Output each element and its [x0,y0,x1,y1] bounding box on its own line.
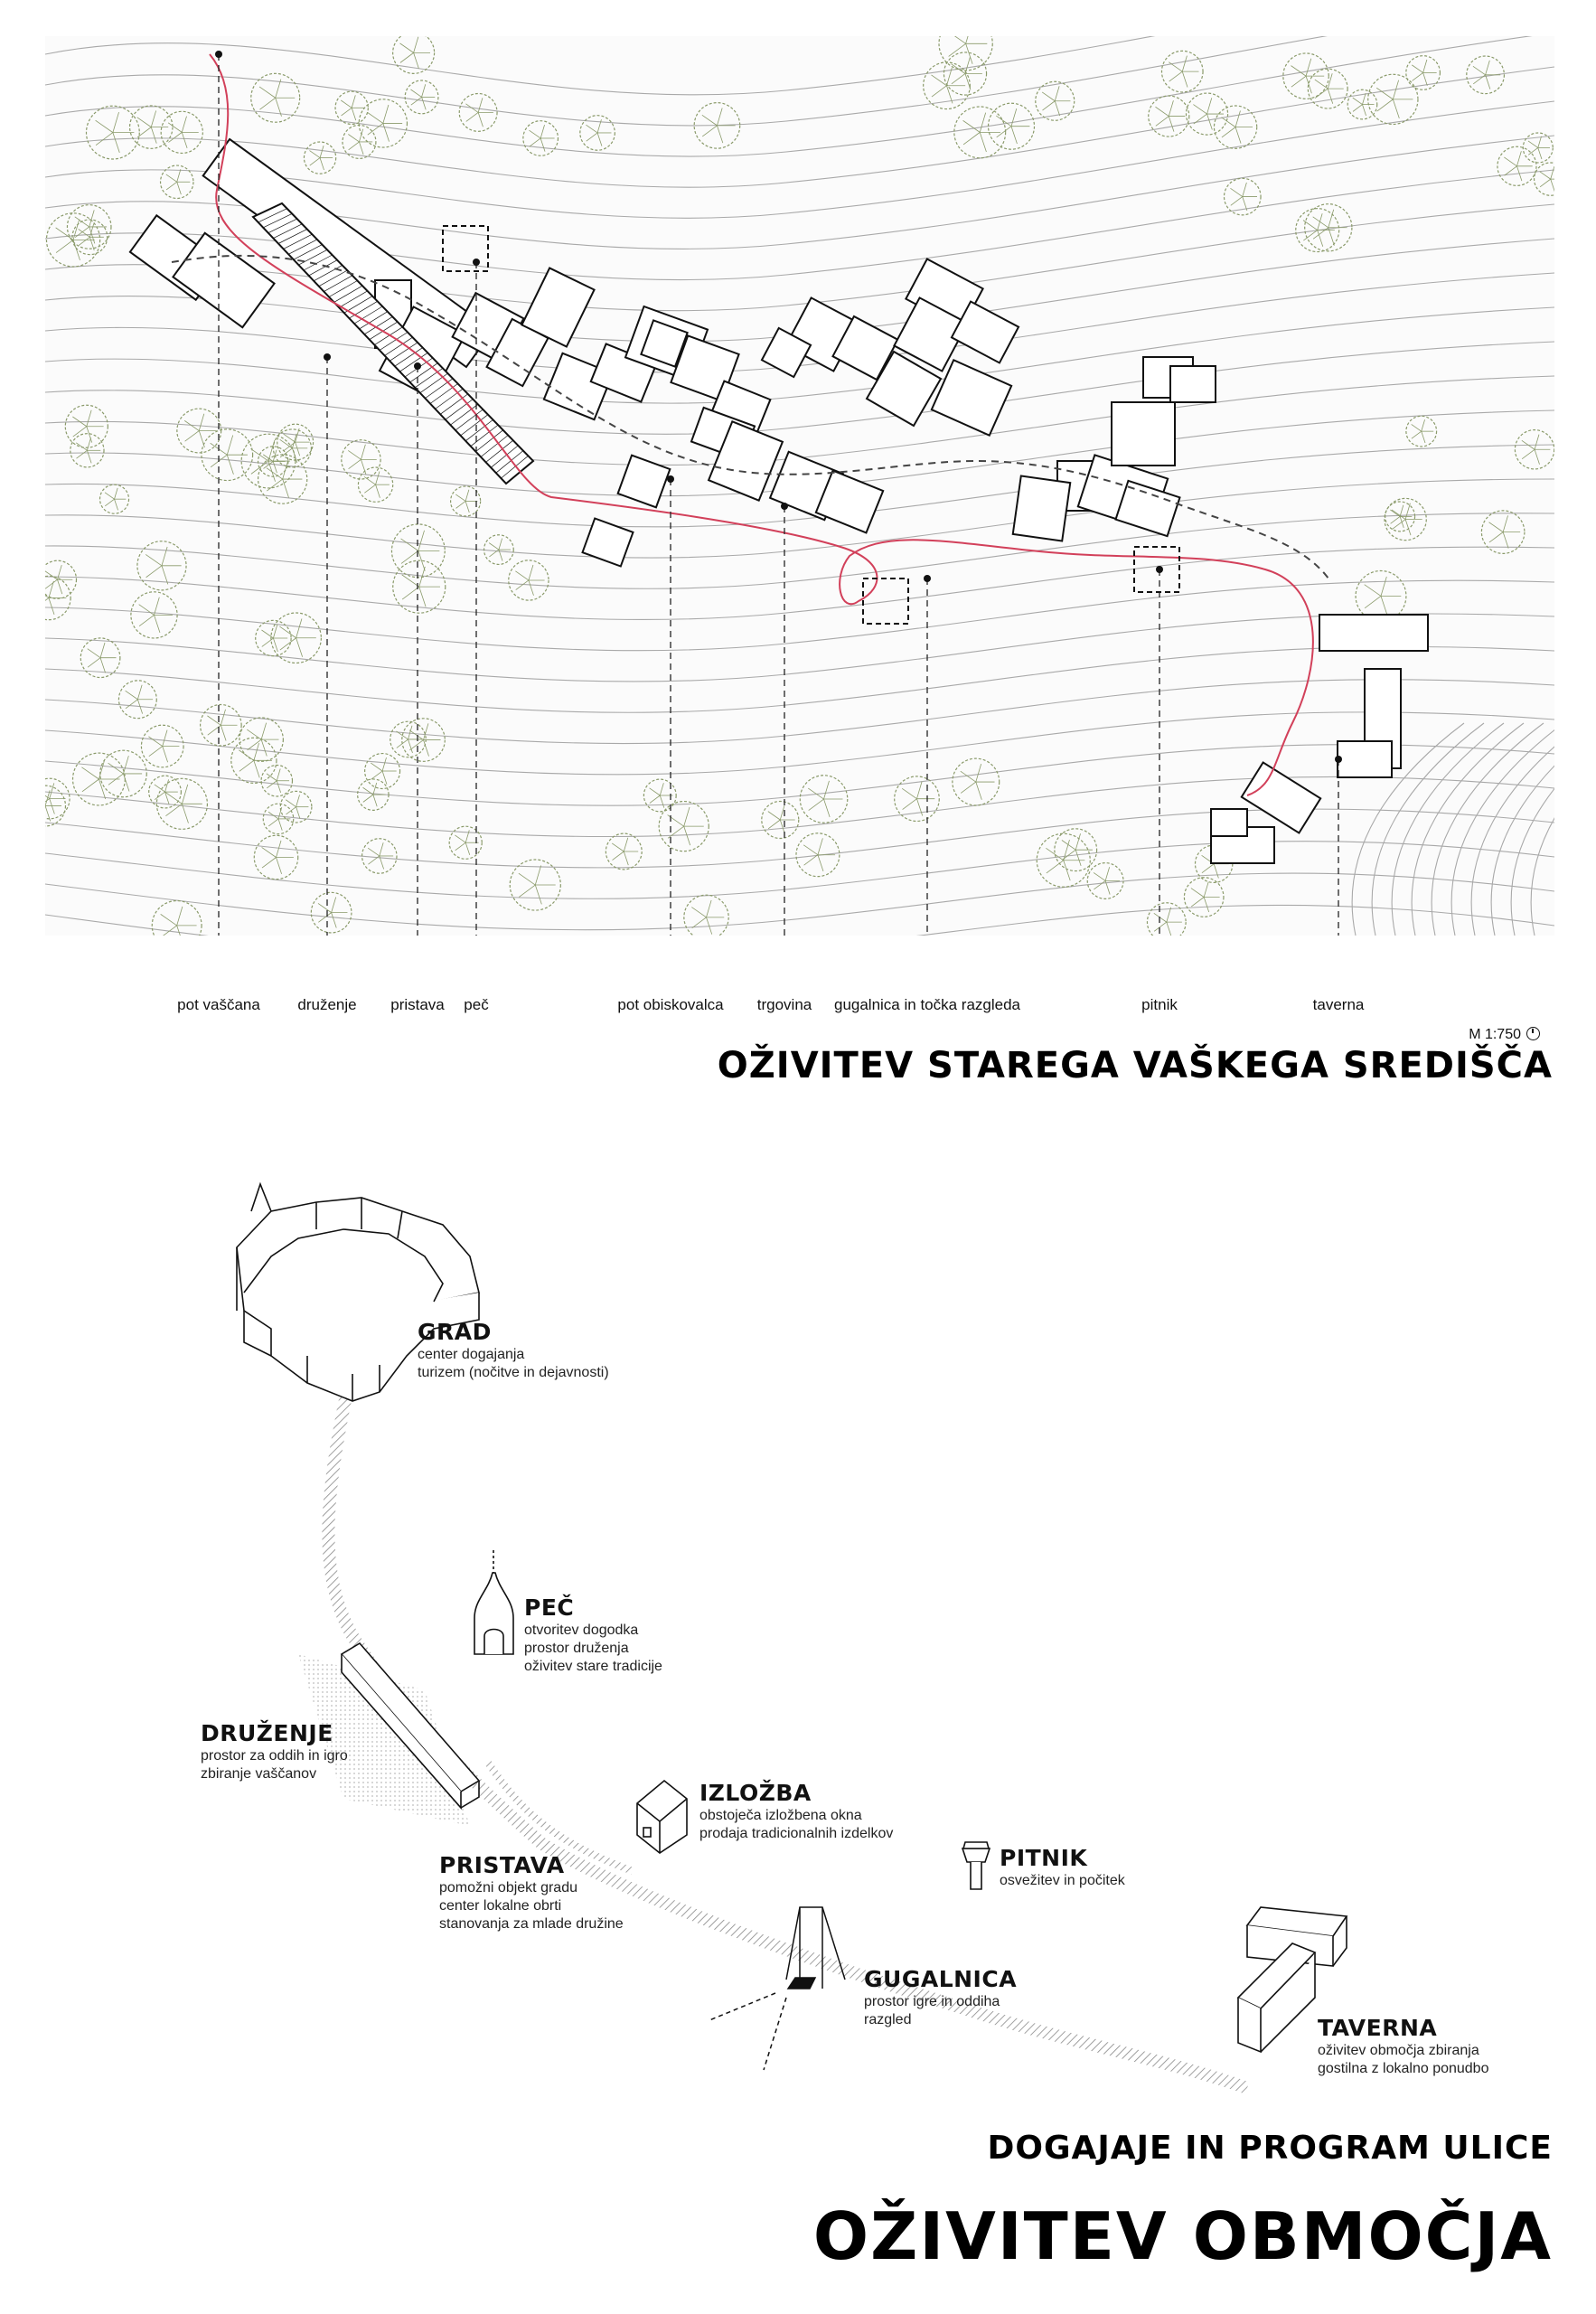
marker-dot [1335,756,1342,763]
contour-line [45,646,1554,712]
building [1338,741,1392,777]
fountain-icon [962,1842,990,1889]
tree-icon [954,107,1006,158]
marker-dot [781,503,788,510]
tree-icon [1406,416,1437,447]
tree-icon [86,106,139,159]
tree-icon [46,213,99,267]
program-diagram [0,1148,1596,2097]
druzenje-line-2: zbiranje vaščanov [201,1766,317,1783]
tree-icon [449,826,482,859]
contour-line [45,776,1554,836]
tree-icon [45,576,70,619]
program-taverna [1318,2014,1488,2078]
tree-icon [342,440,380,479]
contour-line [1412,723,1524,936]
tree-icon [1214,106,1256,148]
grad-line-1: center dogajanja [418,1347,525,1363]
tree-icon [1535,163,1554,195]
tree-icon [137,541,186,590]
pec-line-2: prostor druženja [524,1641,629,1657]
druzenje-title: DRUŽENJE [201,1720,333,1746]
tree-icon [1308,69,1347,108]
tree-icon [304,142,335,174]
contour-line [1432,723,1544,936]
tree-icon [1161,51,1203,92]
pitnik-title: PITNIK [1000,1845,1088,1871]
plan-label-pristava: pristava [390,996,445,1013]
program-druzenje [201,1719,348,1783]
tree-icon [684,895,728,936]
tree-icon [523,121,559,156]
program-pec [524,1594,662,1676]
building [1319,615,1428,651]
tree-icon [100,750,147,797]
plan-label-druzenje: druženje [297,996,357,1013]
tree-icon [1087,863,1123,899]
program-pitnik [1000,1844,1125,1890]
tree-icon [261,766,292,796]
izlozba-line-2: prodaja tradicionalnih izdelkov [699,1826,894,1842]
contour-line [45,36,1554,95]
tree-icon [1467,56,1505,94]
tree-icon [239,718,283,761]
tree-icon [1055,829,1097,871]
plan-label-pitnik: pitnik [1141,996,1178,1013]
tree-icon [606,833,642,870]
contour-line [45,809,1554,868]
marker-dot [1156,566,1163,573]
tree-icon [335,91,368,124]
tree-icon [161,111,202,153]
program-grad [418,1318,609,1382]
tree-icon [365,754,400,789]
marker-dot [215,51,222,58]
plan-label-pec: peč [464,996,489,1013]
shop-icon [637,1781,687,1853]
tree-icon [1036,81,1075,120]
oven-icon [474,1550,513,1654]
tree-icon [358,779,389,810]
marker-dot [414,362,421,370]
pristava-line-2: center lokalne obrti [439,1898,562,1914]
contour-line [1471,723,1554,936]
izlozba-title: IZLOŽBA [699,1780,812,1806]
tree-icon [1305,204,1352,251]
tree-icon [643,779,676,812]
tree-icon [1283,53,1328,99]
plan-title: OŽIVITEV STAREGA VAŠKEGA SREDIŠČA [717,1045,1553,1086]
tree-icon [580,116,615,151]
contour-line [1531,723,1554,936]
plan-label-pot-obiskovalca: pot obiskovalca [617,996,724,1013]
tree-icon [256,620,291,655]
building [1242,763,1320,833]
tree-icon [1184,878,1224,917]
tree-icon [130,106,173,148]
building [1170,366,1216,402]
tree-icon [141,725,183,767]
program-izlozba [699,1779,893,1843]
tree-icon [1497,146,1536,185]
pristava-line-3: stanovanja za mlade družine [439,1916,624,1933]
tree-icon [800,776,848,823]
tree-icon [1368,74,1418,124]
contour-line [1451,723,1554,936]
contour-line [1392,723,1504,936]
plan-label-gugalnica: gugalnica in točka razgleda [833,996,1021,1013]
tree-icon [1296,209,1339,252]
tree-icon [509,560,549,600]
pec-line-1: otvoritev dogodka [524,1623,639,1639]
tree-icon [149,776,182,808]
building [618,456,671,508]
tree-icon [118,681,156,719]
tree-icon [989,103,1035,149]
tree-icon [1515,430,1554,469]
contour-line [45,873,1554,930]
tree-icon [1187,93,1228,135]
tree-icon [100,484,129,513]
tree-icon [362,839,397,873]
tree-icon [953,758,1000,805]
contour-line [45,842,1554,899]
route-path [328,1374,1247,2088]
scale-text: M 1:750 [1469,1027,1521,1042]
tree-icon [311,892,352,933]
tree-icon [45,778,70,819]
tree-icon [1149,96,1189,136]
tree-icon [1356,570,1406,621]
north-icon [1526,1027,1540,1040]
site-plan-drawing [45,36,1554,936]
contour-line [45,36,1554,156]
druzenje-line-1: prostor za oddih in igro [201,1748,348,1764]
site-plan [45,36,1554,936]
program-gugalnica [864,1965,1017,2029]
tree-icon [202,429,253,481]
tree-icon [241,434,296,488]
tree-icon [1406,56,1441,90]
tree-icon [258,455,307,503]
tree-icon [201,705,242,747]
contour-line [45,905,1554,936]
pristava-line-1: pomožni objekt gradu [439,1880,577,1896]
main-title: OŽIVITEV OBMOČJA [812,2198,1553,2274]
taverna-title: TAVERNA [1318,2015,1438,2041]
tree-icon [659,802,709,851]
contour-line [1511,723,1554,936]
tree-icon [1385,502,1415,531]
tree-icon [131,592,177,638]
tree-icon [459,94,497,132]
tree-icon [254,835,297,879]
building [1013,475,1071,541]
grad-title: GRAD [418,1319,492,1345]
tree-icon [263,804,293,833]
contour-line [45,680,1554,744]
building [1116,481,1180,536]
contour-line [45,712,1554,775]
program-diagram-drawing [0,1148,1596,2097]
tree-icon [762,802,799,839]
grad-line-2: turizem (nočitve in dejavnosti) [418,1365,609,1381]
gugalnica-line-2: razgled [864,2012,912,2028]
tree-icon [1147,903,1186,936]
taverna-line-1: oživitev območja zbiranja [1318,2043,1479,2059]
tree-icon [359,99,407,147]
gugalnica-line-1: prostor igre in oddiha [864,1994,1000,2010]
tree-icon [70,434,104,467]
pec-title: PEČ [524,1594,575,1621]
plan-label-taverna: taverna [1312,996,1365,1013]
building [1112,402,1175,466]
tree-icon [796,833,840,877]
tree-icon [390,721,427,757]
plan-label-pot-vascana: pot vaščana [177,996,260,1013]
marker-dot [324,353,331,361]
marker-dot [667,475,674,483]
plan-label-trgovina: trgovina [756,996,812,1013]
pristava-title: PRISTAVA [439,1852,565,1878]
program-pristava [439,1851,624,1933]
building [1211,809,1247,836]
tree-icon [484,535,514,565]
program-title: DOGAJAJE IN PROGRAM ULICE [987,2130,1553,2167]
scale-note [1469,1027,1540,1043]
taverna-line-2: gostilna z lokalno ponudbo [1318,2061,1489,2077]
pec-line-3: oživitev stare tradicije [524,1659,662,1675]
gugalnica-title: GUGALNICA [864,1966,1018,1992]
tree-icon [405,80,438,114]
marker-dot [473,259,480,266]
izlozba-line-1: obstoječa izložbena okna [699,1808,862,1824]
pitnik-line-1: osvežitev in počitek [1000,1873,1125,1889]
marker-dot [924,575,931,582]
